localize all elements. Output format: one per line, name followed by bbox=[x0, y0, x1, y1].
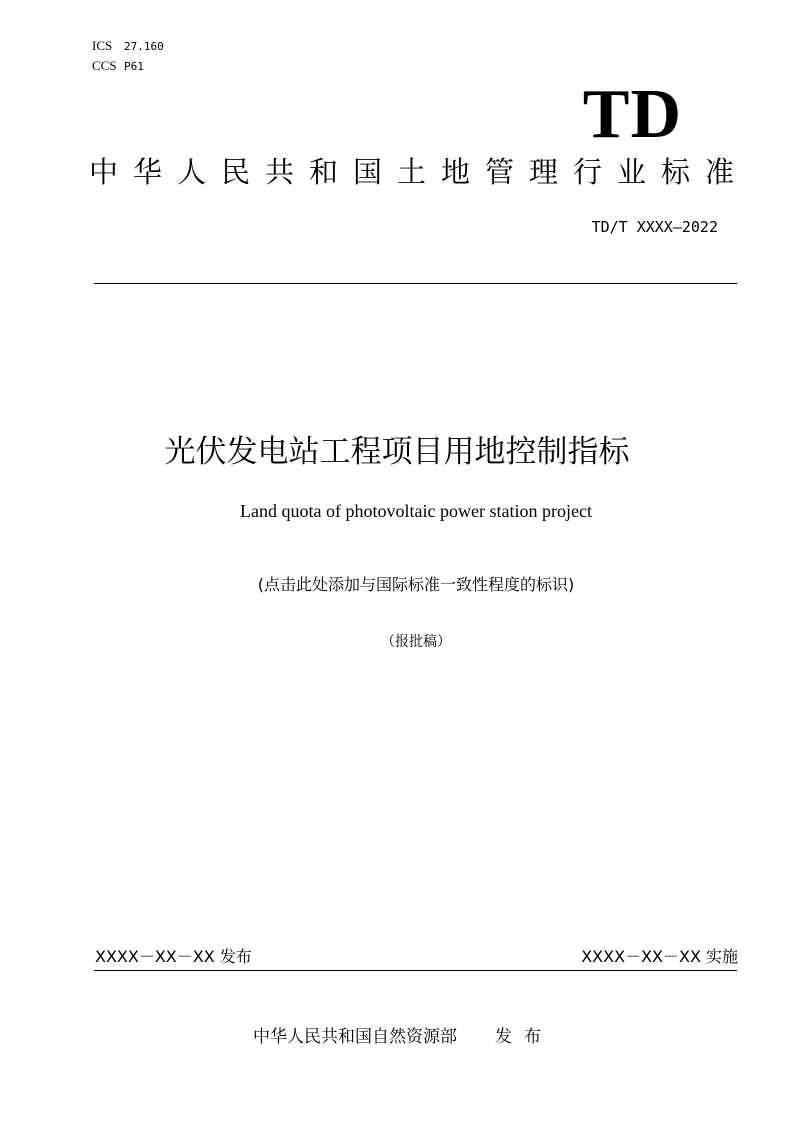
ccs-label: CCS bbox=[92, 58, 117, 73]
consistency-note[interactable]: (点击此处添加与国际标准一致性程度的标识) bbox=[257, 575, 575, 594]
ics-code bbox=[92, 39, 164, 54]
td-logo: TD bbox=[582, 76, 682, 153]
draft-status: （报批稿） bbox=[381, 634, 451, 650]
title-english: Land quota of photovoltaic power station project bbox=[240, 501, 592, 521]
publisher-department: 中华人民共和国自然资源部 bbox=[253, 1027, 457, 1047]
top-divider bbox=[94, 283, 737, 284]
standard-category: 中华人民共和国土地管理行业标准 bbox=[89, 155, 750, 189]
publisher bbox=[253, 1026, 553, 1048]
title-chinese: 光伏发电站工程项目用地控制指标 bbox=[164, 434, 630, 470]
ccs-code bbox=[92, 59, 144, 74]
ics-label: ICS bbox=[92, 38, 113, 53]
bottom-divider bbox=[94, 970, 737, 971]
standard-number: TD/T XXXX—2022 bbox=[591, 218, 718, 236]
publisher-action: 发布 bbox=[495, 1027, 553, 1047]
ccs-value: P61 bbox=[124, 60, 144, 73]
implement-date: XXXX－XX－XX 实施 bbox=[581, 947, 738, 966]
publish-date: XXXX－XX－XX 发布 bbox=[95, 947, 252, 966]
ics-value: 27.160 bbox=[124, 40, 164, 53]
